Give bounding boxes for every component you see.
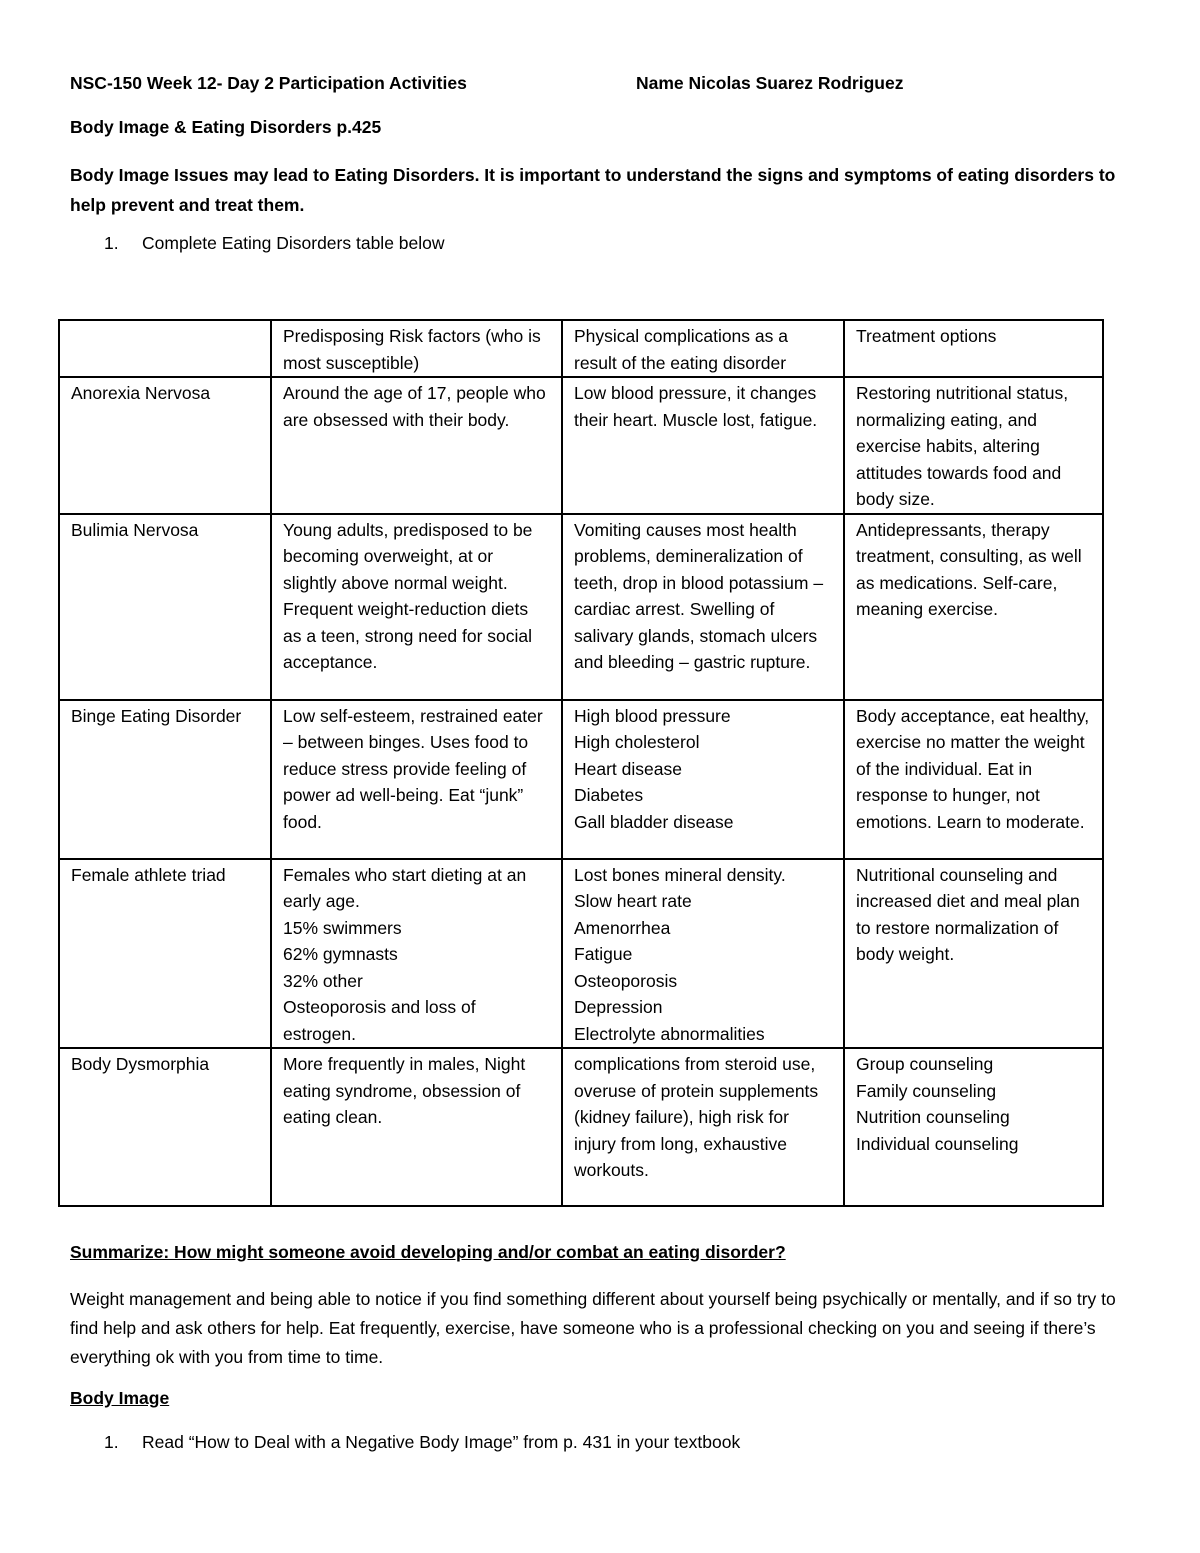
student-name: Name Nicolas Suarez Rodriguez <box>636 73 904 93</box>
list-number: 1. <box>104 233 119 253</box>
section-subtitle: Body Image & Eating Disorders p.425 <box>70 117 382 137</box>
assignment-title: NSC-150 Week 12- Day 2 Participation Activities <box>70 73 467 93</box>
summary-answer: Weight management and being able to notice if you find something different about yourself being psychically or mentally, and if so try to find help and ask others for help. Eat frequently, exercise, have someone who is a professional checking on you and seeing if there’s everything ok with you from time to time. <box>70 1289 1116 1367</box>
complications-cell: Vomiting causes most health problems, demineralization of teeth, drop in blood potassium – cardiac arrest. Swelling of salivary glands, stomach ulcers and bleeding – gastric rupture. <box>562 514 844 700</box>
body-image-list-item <box>104 1432 740 1453</box>
risk-cell: Low self-esteem, restrained eater – between binges. Uses food to reduce stress provide feeling of power ad well-being. Eat “junk” food. <box>271 700 562 859</box>
disorder-cell: Female athlete triad <box>59 859 271 1049</box>
complications-cell: High blood pressure High cholesterol Heart disease Diabetes Gall bladder disease <box>562 700 844 859</box>
disorder-cell: Binge Eating Disorder <box>59 700 271 859</box>
treatment-cell: Antidepressants, therapy treatment, consulting, as well as medications. Self-care, meaning exercise. <box>844 514 1103 700</box>
intro-paragraph: Body Image Issues may lead to Eating Disorders. It is important to understand the signs and symptoms of eating disorders to help prevent and treat them. <box>70 165 1116 215</box>
risk-cell: Around the age of 17, people who are obsessed with their body. <box>271 377 562 514</box>
treatment-cell: Body acceptance, eat healthy, exercise no matter the weight of the individual. Eat in response to hunger, not emotions. Learn to moderate. <box>844 700 1103 859</box>
header-cell <box>59 320 271 377</box>
treatment-cell: Nutritional counseling and increased diet and meal plan to restore normalization of body weight. <box>844 859 1103 1049</box>
header-cell: Predisposing Risk factors (who is most susceptible) <box>271 320 562 377</box>
table-header-row <box>59 320 1103 377</box>
list-text: Read “How to Deal with a Negative Body Image” from p. 431 in your textbook <box>142 1432 741 1452</box>
treatment-cell: Group counseling Family counseling Nutrition counseling Individual counseling <box>844 1048 1103 1206</box>
table-row <box>59 1048 1103 1206</box>
treatment-cell: Restoring nutritional status, normalizing eating, and exercise habits, altering attitudes towards food and body size. <box>844 377 1103 514</box>
risk-cell: Young adults, predisposed to be becoming overweight, at or slightly above normal weight. Frequent weight-reduction diets as a teen, strong need for social acceptance. <box>271 514 562 700</box>
table-row <box>59 859 1103 1049</box>
risk-cell: Females who start dieting at an early age. 15% swimmers 62% gymnasts 32% other Osteoporosis and loss of estrogen. <box>271 859 562 1049</box>
complications-cell: Low blood pressure, it changes their heart. Muscle lost, fatigue. <box>562 377 844 514</box>
eating-disorders-table <box>58 319 1104 1207</box>
complications-cell: complications from steroid use, overuse of protein supplements (kidney failure), high risk for injury from long, exhaustive workouts. <box>562 1048 844 1206</box>
list-text: Complete Eating Disorders table below <box>142 233 445 253</box>
complications-cell: Lost bones mineral density. Slow heart rate Amenorrhea Fatigue Osteoporosis Depression Electrolyte abnormalities <box>562 859 844 1049</box>
header-cell: Treatment options <box>844 320 1103 377</box>
list-number: 1. <box>104 1432 119 1452</box>
table-row <box>59 700 1103 859</box>
summary-question: Summarize: How might someone avoid developing and/or combat an eating disorder? <box>70 1242 786 1262</box>
table-row <box>59 514 1103 700</box>
body-image-heading: Body Image <box>70 1388 170 1408</box>
disorder-cell: Anorexia Nervosa <box>59 377 271 514</box>
disorder-cell: Body Dysmorphia <box>59 1048 271 1206</box>
header-cell: Physical complications as a result of the eating disorder <box>562 320 844 377</box>
table-row <box>59 377 1103 514</box>
instruction-list-item <box>104 233 445 254</box>
risk-cell: More frequently in males, Night eating syndrome, obsession of eating clean. <box>271 1048 562 1206</box>
disorder-cell: Bulimia Nervosa <box>59 514 271 700</box>
